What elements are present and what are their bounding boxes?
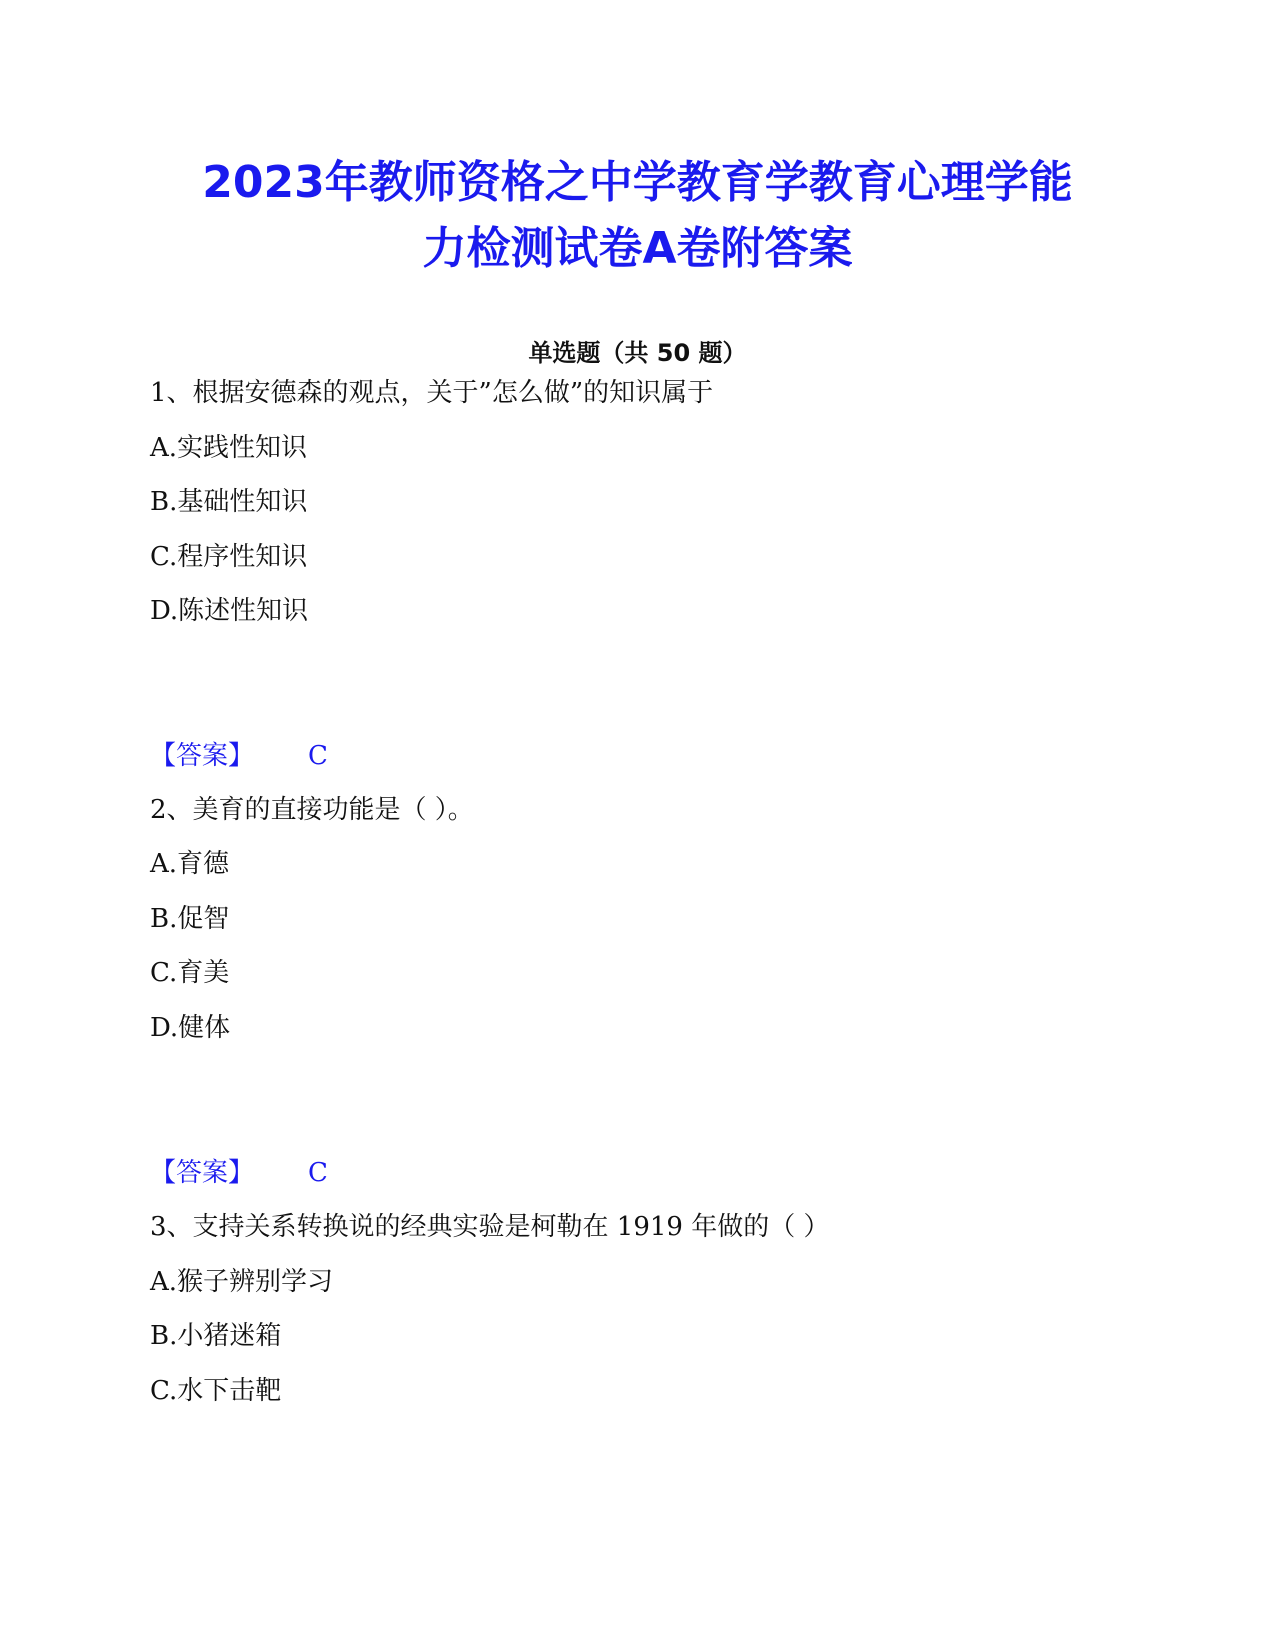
document-title — [100, 150, 1175, 282]
answer-value: C — [308, 1158, 328, 1188]
question-2-option-b: B.促智 — [150, 904, 230, 934]
section-heading: 单选题（共 50 题） — [528, 339, 747, 367]
title-line-1: 2023年教师资格之中学教育学教育心理学能 — [202, 157, 1073, 208]
question-3-stem: 3、支持关系转换说的经典实验是柯勒在 1919 年做的（ ） — [150, 1212, 830, 1242]
question-2-stem: 2、美育的直接功能是（ ）。 — [150, 795, 474, 825]
answer-label: 【答案】 — [150, 741, 255, 771]
question-3-option-a: A.猴子辨别学习 — [150, 1267, 334, 1297]
question-2-option-c: C.育美 — [150, 958, 230, 988]
question-3-option-b: B.小猪迷箱 — [150, 1321, 282, 1351]
question-3-option-c: C.水下击靶 — [150, 1376, 282, 1406]
title-line-2: 力检测试卷A卷附答案 — [422, 223, 853, 274]
question-1-option-d: D.陈述性知识 — [150, 596, 309, 626]
question-1-answer — [150, 738, 328, 774]
question-1-option-c: C.程序性知识 — [150, 542, 308, 572]
question-2-option-d: D.健体 — [150, 1013, 231, 1043]
answer-label: 【答案】 — [150, 1158, 255, 1188]
question-2-option-a: A.育德 — [150, 849, 230, 879]
answer-value: C — [308, 741, 328, 771]
question-1-option-b: B.基础性知识 — [150, 487, 308, 517]
question-1-stem: 1、根据安德森的观点，关于”怎么做”的知识属于 — [150, 378, 714, 408]
question-1-option-a: A.实践性知识 — [150, 433, 308, 463]
question-2-answer — [150, 1155, 328, 1191]
